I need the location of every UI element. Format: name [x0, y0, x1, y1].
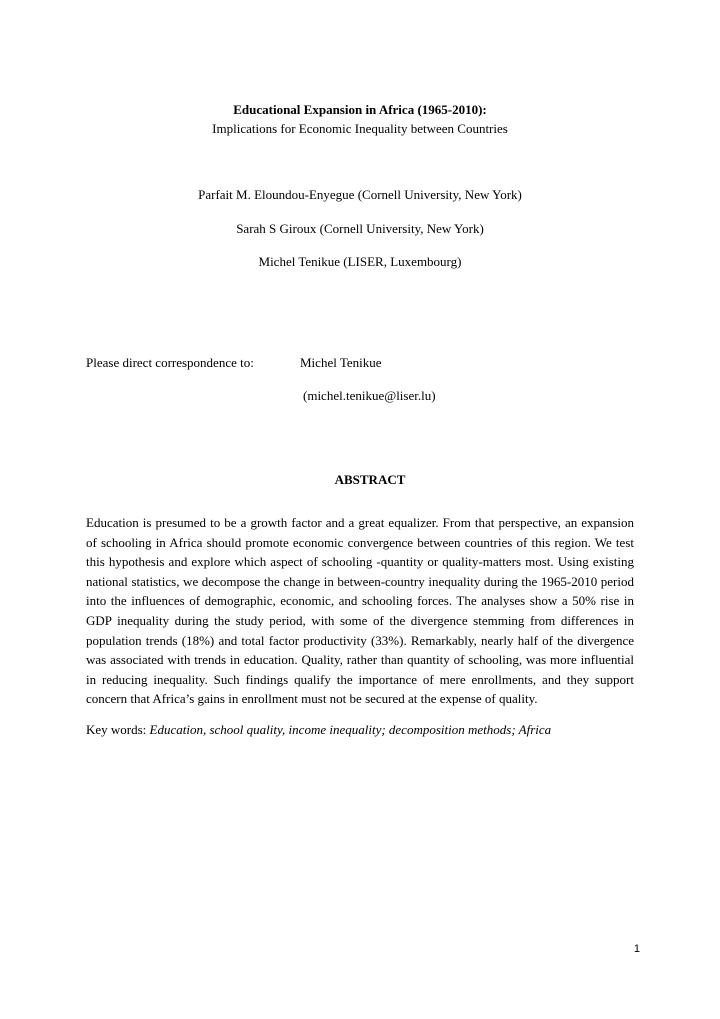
page-number: 1: [633, 943, 640, 955]
abstract-heading: ABSTRACT: [334, 472, 406, 487]
title-block: [0, 100, 720, 138]
keywords-label: Key words:: [86, 722, 150, 737]
paper-subtitle: Implications for Economic Inequality between Countries: [212, 121, 508, 136]
correspondence-name: Michel Tenikue: [300, 355, 382, 370]
keywords: [86, 720, 646, 739]
keywords-list: Education, school quality, income inequality; decomposition methods; Africa: [149, 722, 552, 737]
author-3: Michel Tenikue (LISER, Luxembourg): [258, 254, 462, 269]
author-1: Parfait M. Eloundou-Enyegue (Cornell University, New York): [198, 187, 522, 202]
abstract-body: Education is presumed to be a growth factor and a great equalizer. From that perspective, an expansion of schooling in Africa should promote economic convergence between countries of this region. We test this hypothesis and explore which aspect of schooling -quantity or quality-matters most. Using existing national statistics, we decompose the change in between-country inequality during the 1965-2010 period into the influences of demographic, economic, and schooling forces. The analyses show a 50% rise in GDP inequality during the study period, with some of the divergence stemming from differences in population trends (18%) and total factor productivity (33%). Remarkably, nearly half of the divergence was associated with trends in education. Quality, rather than quantity of schooling, was more influential in reducing inequality. Such findings qualify the importance of mere enrollments, and they support concern that Africa’s gains in enrollment must not be secured at the expense of quality.: [86, 515, 634, 707]
paper-title: Educational Expansion in Africa (1965-2010):: [233, 102, 487, 117]
author-2: Sarah S Giroux (Cornell University, New York): [236, 221, 484, 236]
correspondence-label: Please direct correspondence to:: [86, 355, 254, 370]
correspondence-email: (michel.tenikue@liser.lu): [303, 388, 436, 403]
